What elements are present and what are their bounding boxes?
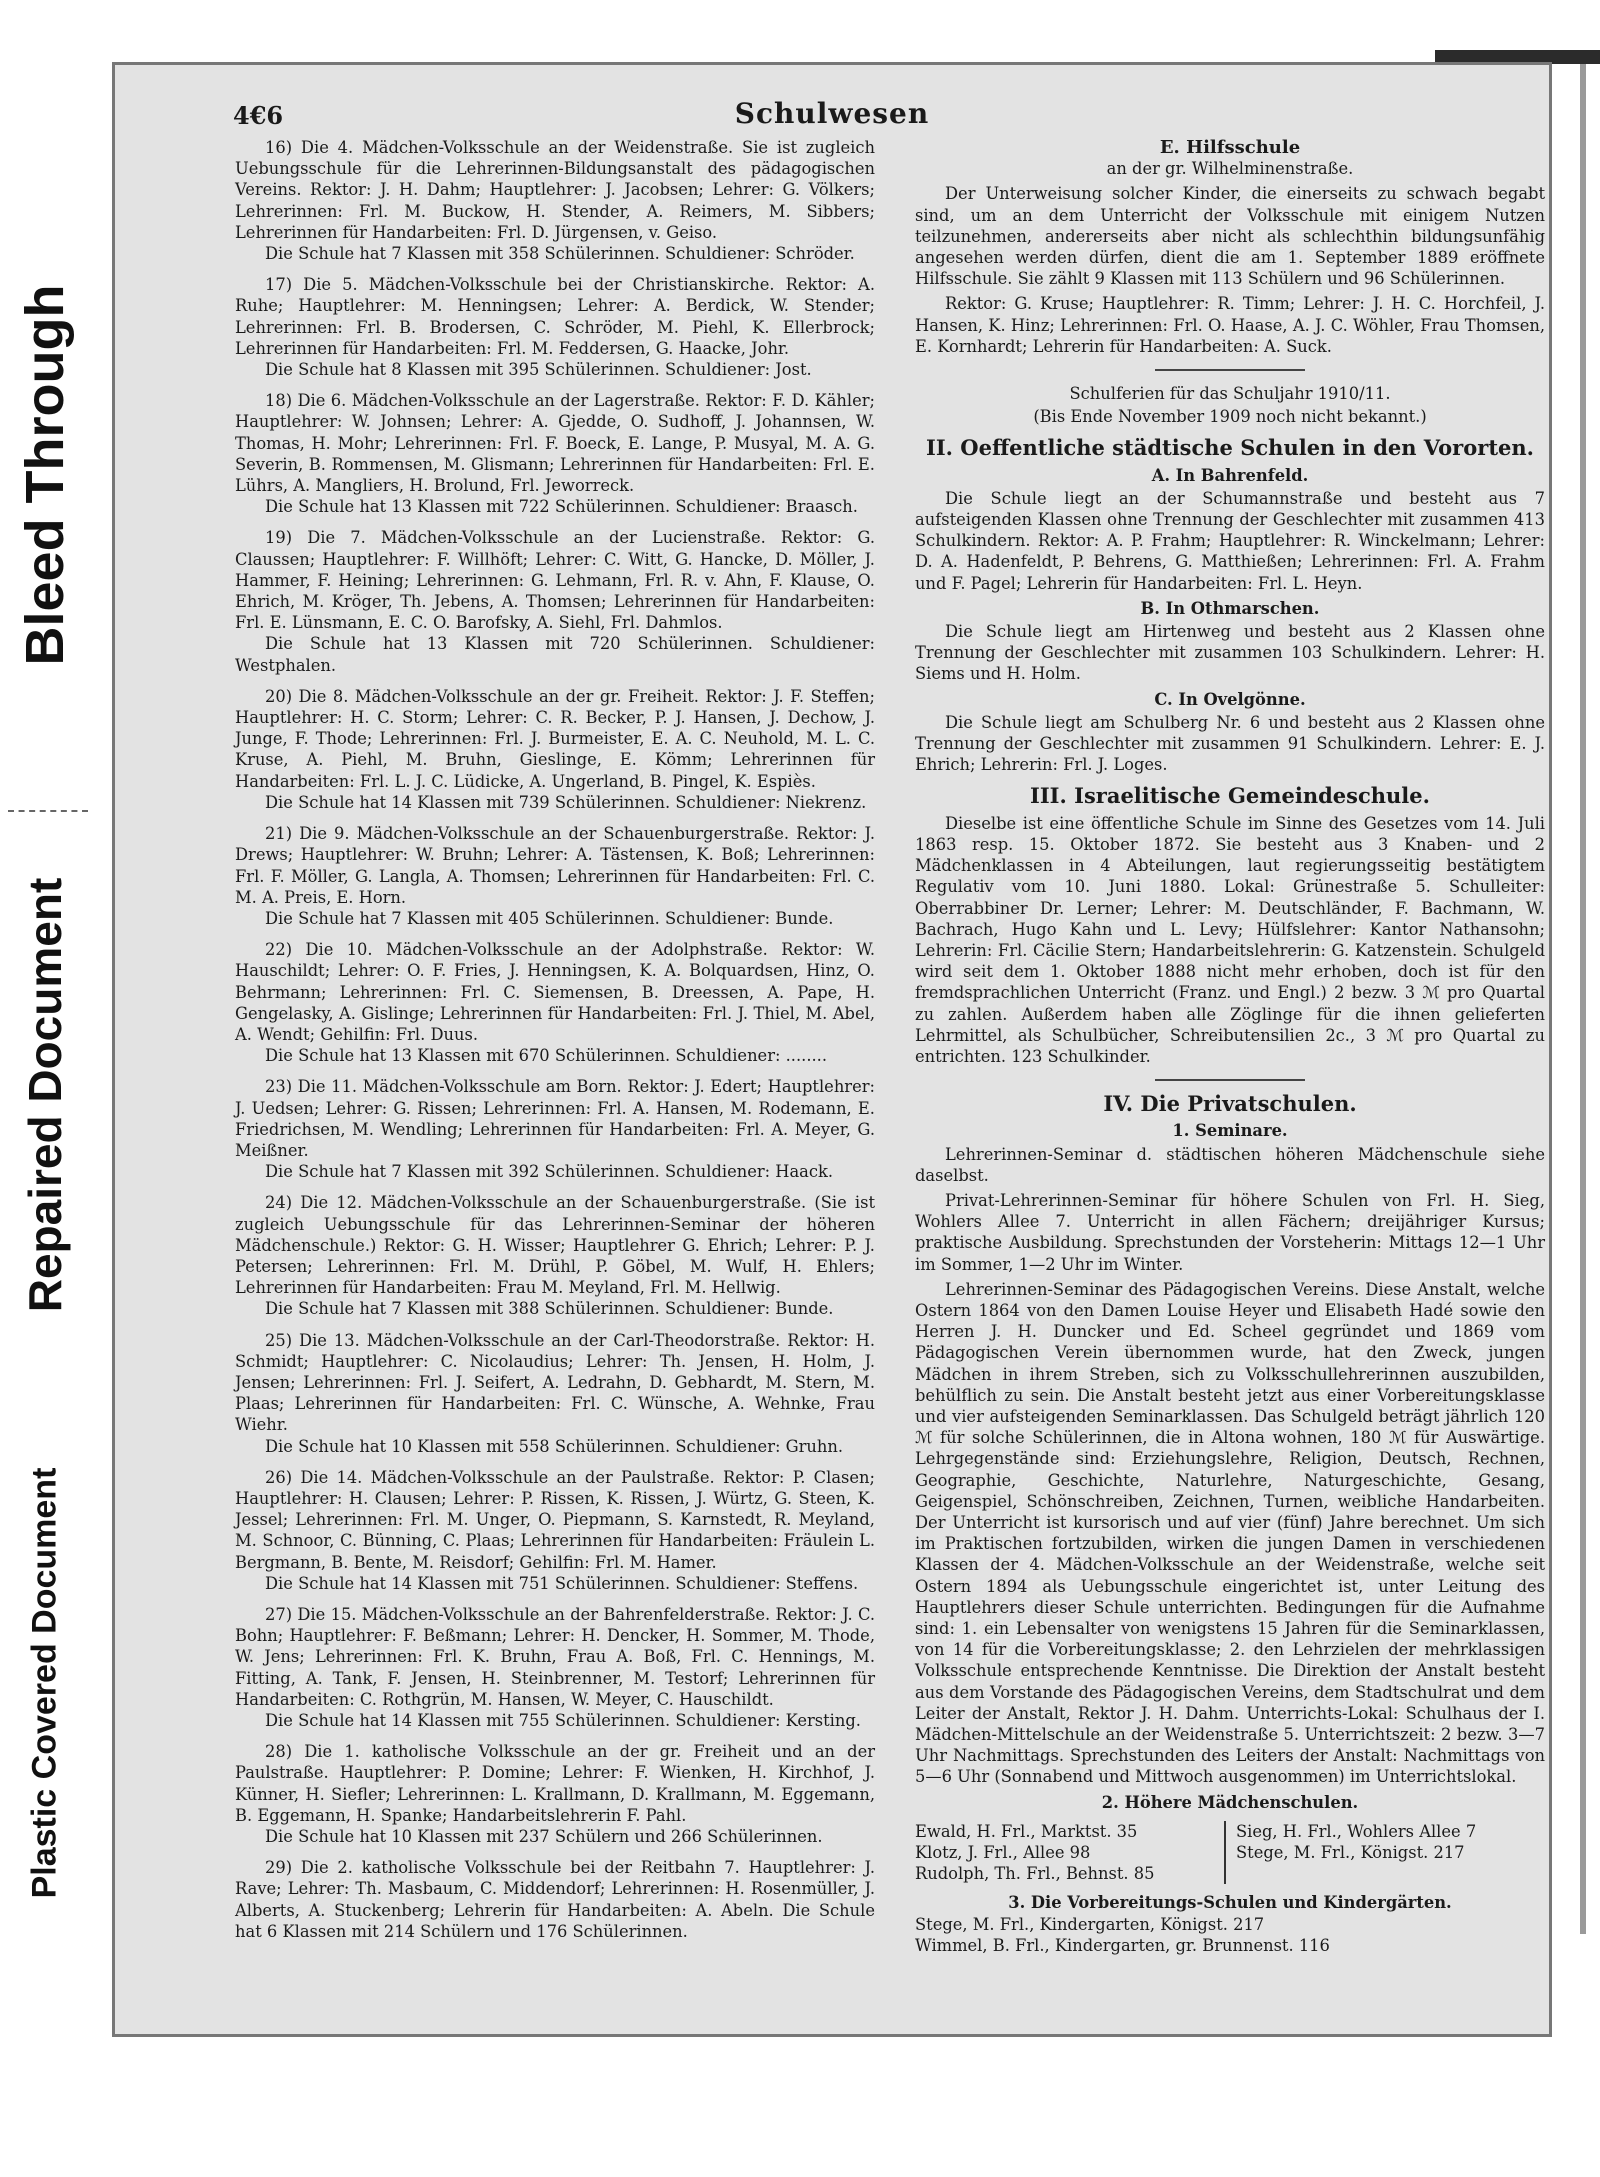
subsection-b-heading: B. In Othmarschen. <box>1140 598 1320 618</box>
section-e-text: Der Unterweisung solcher Kinder, die einerseits zu schwach begabt sind, um an dem Unterricht der Volksschule mit einigem Nutzen teilzunehmen, andererseits aber nicht als schlechthin bildungsunfähig angesehen werden dürfen, dient die am 1. September 1889 eröffnete Hilfsschule. Sie zählt 9 Klassen mit 113 Schülern und 96 Schülerinnen. <box>915 184 1545 289</box>
entry-stats: Die Schule hat 10 Klassen mit 237 Schülern und 266 Schülerinnen. <box>265 1827 823 1847</box>
school-entry <box>235 1604 875 1731</box>
entry-text: 18) Die 6. Mädchen-Volksschule an der Lagerstraße. Rektor: F. D. Kähler; Hauptlehrer: W. Johnsen; Lehrer: A. Gjedde, O. Sudhoff, J. Johannsen, W. Thomas, H. Mohr; Lehrerinnen: Frl. F. Boeck, E. Lange, P. Musyal, M. A. G. Severin, B. Rommensen, M. Glismann; Lehrerinnen für Handarbeiten: Frl. E. Lührs, A. Mangliers, H. Brolund, Frl. Jeworreck. <box>235 391 875 496</box>
section-4-heading: IV. Die Privatschulen. <box>1103 1091 1357 1117</box>
school-entry <box>235 823 875 929</box>
right-column <box>915 137 1545 1956</box>
entry-text: 21) Die 9. Mädchen-Volksschule an der Schauenburgerstraße. Rektor: J. Drews; Hauptlehrer: W. Bruhn; Lehrer: A. Tästensen, K. Boß; Lehrerinnen: Frl. F. Möller, G. Langla, A. Thomsen; Lehrerinnen für Handarbeiten: Frl. C. M. A. Preis, E. Horn. <box>235 824 875 907</box>
entry-text: 25) Die 13. Mädchen-Volksschule an der Carl-Theodorstraße. Rektor: H. Schmidt; Hauptlehrer: C. Nicolaudius; Lehrer: Th. Jensen, H. Holm, J. Jensen; Lehrerinnen: Frl. J. Seifert, A. Ledrahn, D. Gebhardt, M. Stern, M. Plaas; Lehrerinnen für Handarbeiten: Frl. C. Wünsche, A. Wehnke, Frau Wiehr. <box>235 1330 875 1435</box>
plastic-covered-label: Plastic Covered Document <box>25 1467 64 1899</box>
document-page <box>112 62 1552 2037</box>
entry-text: 22) Die 10. Mädchen-Volksschule an der Adolphstraße. Rektor: W. Hauschildt; Lehrer: O. F. Fries, J. Henningsen, K. A. Bolquardsen, Hinz, O. Behrmann; Lehrerinnen: Frl. C. Siemensen, B. Dreessen, A. Pape, H. Gengelasky, A. Gislinge; Lehrerinnen für Handarbeiten: Frl. J. Thiel, M. Abel, A. Wendt; Gehilfin: Frl. Duus. <box>235 940 875 1044</box>
entry-stats: Die Schule hat 10 Klassen mit 558 Schülerinnen. Schuldiener: Gruhn. <box>265 1436 844 1456</box>
repaired-document-label: Repaired Document <box>19 877 71 1313</box>
entry-stats: Die Schule hat 7 Klassen mit 388 Schülerinnen. Schuldiener: Bunde. <box>265 1299 834 1319</box>
entry-stats: Die Schule hat 14 Klassen mit 751 Schülerinnen. Schuldiener: Steffens. <box>265 1573 859 1593</box>
school-entry <box>235 1467 875 1594</box>
school-entry <box>235 939 875 1066</box>
seminar-entry: Lehrerinnen-Seminar des Pädagogischen Vereins. Diese Anstalt, welche Ostern 1864 von den Damen Louise Heyer und Elisabeth Hadé sowie den Herren J. H. Duncker und Ed. Scheel gegründet und 1869 vom Pädagogischen Verein übernommen wurde, hat den Zweck, jungen Mädchen in ihrem Streben, sich zu Volksschullehrerinnen auszubilden, behülflich zu sein. Die Anstalt besteht jetzt aus einer Vorbereitungsklasse und vier aufsteigenden Seminarklassen. Das Schulgeld beträgt jährlich 120 ℳ für solche Schülerinnen, die in Altona wohnen, 180 ℳ für Auswärtige. Lehrgegenstände sind: Erziehungslehre, Religion, Deutsch, Rechnen, Geographie, Geschichte, Naturlehre, Naturgeschichte, Gesang, Geigenspiel, Schönschreiben, Zeichnen, Turnen, weibliche Handarbeiten. Der Unterricht ist kursorisch und auf vier (fünf) Jahre berechnet. Um sich im Praktischen fortzubilden, wirken die jungen Damen in verschiedenen Klassen der 4. Mädchen-Volksschule an der Weidenstraße, welche seit Ostern 1894 als Uebungsschule eingerichtet ist, unter Leitung des Hauptlehrers dieser Schule unterrichten. Bedingungen für die Aufnahme sind: 1. ein Lebensalter von wenigstens 15 Jahren für die Seminarklassen, von 14 für die Vorbereitungsklasse; 2. den Lehrzielen der mehrklassigen Volksschule entsprechende Kenntnisse. Die Direktion der Anstalt besteht aus dem Vorstande des Pädagogischen Vereins, dem Stadtschulrat und dem Leiter der Anstalt, Rektor J. H. Dahm. Unterrichts-Lokal: Schulhaus der I. Mädchen-Mittelschule an der Weidenstraße 5. Unterrichtszeit: 2 bezw. 3—7 Uhr Nachmittags. Sprechstunden des Leiters der Anstalt: Nachmittags von 5—6 Uhr (Sonnabend und Mittwoch ausgenommen) im Unterrichtslokal. <box>915 1279 1545 1787</box>
school-entry <box>235 274 875 380</box>
subsection-b-text: Die Schule liegt am Hirtenweg und besteht aus 2 Klassen ohne Trennung der Geschlechter mit zusammen 103 Schulkindern. Lehrer: H. Siems und H. Holm. <box>915 622 1545 684</box>
entry-stats: Die Schule hat 13 Klassen mit 720 Schülerinnen. Schuldiener: Westphalen. <box>235 634 875 675</box>
entry-stats: Die Schule hat 13 Klassen mit 670 Schülerinnen. Schuldiener: ........ <box>265 1046 828 1066</box>
entry-text: 26) Die 14. Mädchen-Volksschule an der Paulstraße. Rektor: P. Clasen; Hauptlehrer: H. Clausen; Lehrer: P. Rissen, K. Rissen, J. Würtz, G. Steen, K. Jessel; Lehrerinnen: Frl. M. Unger, O. Piepmann, S. Karnstedt, R. Meyland, M. Schnoor, C. Bünning, C. Plaas; Lehrerinnen für Handarbeiten: Fräulein L. Bergmann, B. Bente, M. Reisdorf; Gehilfin: Frl. M. Hamer. <box>235 1467 875 1572</box>
school-entry <box>235 1192 875 1319</box>
list-item: Ewald, H. Frl., Marktst. 35 <box>915 1821 1138 1841</box>
subsection-c-heading: C. In Ovelgönne. <box>1154 689 1306 709</box>
entry-text: 16) Die 4. Mädchen-Volksschule an der Weidenstraße. Sie ist zugleich Uebungsschule für die Lehrerinnen-Bildungsanstalt des pädagogischen Vereins. Rektor: J. H. Dahm; Hauptlehrer: J. Jacobsen; Lehrer: G. Völkers; Lehrerinnen: Frl. M. Buckow, H. Stender, A. Reimers, M. Sibbers; Lehrerinnen für Handarbeiten: Frl. D. Jürgensen, v. Geiso. <box>235 138 875 242</box>
subsection-c-text: Die Schule liegt am Schulberg Nr. 6 und besteht aus 2 Klassen ohne Trennung der Geschlechter mit zusammen 91 Schulkindern. Lehrer: E. J. Ehrich; Lehrerin: Frl. J. Loges. <box>915 712 1545 775</box>
entry-text: 27) Die 15. Mädchen-Volksschule an der Bahrenfelderstraße. Rektor: J. C. Bohn; Hauptlehrer: F. Beßmann; Lehrer: H. Dencker, H. Sommer, M. Thode, W. Jens; Lehrerinnen: Frl. K. Bruhn, Frau A. Boß, Frl. C. Hennings, M. Fitting, A. Tank, F. Jensen, H. Steinbrenner, M. Testorf; Lehrerinnen für Handarbeiten: C. Rothgrün, M. Hansen, W. Meyer, C. Hauschildt. <box>235 1605 875 1709</box>
entry-text: 20) Die 8. Mädchen-Volksschule an der gr. Freiheit. Rektor: J. F. Steffen; Hauptlehrer: H. C. Storm; Lehrer: C. R. Becker, P. J. Hansen, J. Dechow, J. Junge, F. Thode; Lehrerinnen: Frl. J. Burmeister, E. A. C. Neuhold, M. L. C. Kruse, A. Piehl, M. Bruhn, Gieslinge, E. Kömm; Lehrerinnen für Handarbeiten: Frl. L. J. C. Lüdicke, A. Ungerland, B. Pingel, K. Espiès. <box>235 686 875 791</box>
entry-stats: Die Schule hat 7 Klassen mit 392 Schülerinnen. Schuldiener: Haack. <box>265 1162 834 1182</box>
entry-text: 23) Die 11. Mädchen-Volksschule am Born. Rektor: J. Edert; Hauptlehrer: J. Uedsen; Lehrer: G. Rissen; Lehrerinnen: Frl. A. Hansen, M. Rodemann, E. Friedrichsen, M. Wendling; Lehrerinnen für Handarbeiten: Frl. A. Meyer, G. Meißner. <box>235 1077 875 1160</box>
section-3-text: Dieselbe ist eine öffentliche Schule im Sinne des Gesetzes vom 14. Juli 1863 resp. 15. Oktober 1872. Sie besteht aus 3 Knaben- und 2 Mädchenklassen in 4 Abteilungen, laut regierungsseitig bestätigtem Regulativ vom 10. Juni 1880. Lokal: Grünestraße 5. Schulleiter: Oberrabbiner Dr. Lerner; Lehrer: M. Deutschländer, F. Bachmann, W. Bachrach, Hugo Kahn und L. Levy; Hülfslehrer: Kantor Nathansohn; Lehrerin: Frl. Cäcilie Stern; Handarbeitslehrerin: G. Katzenstein. Schulgeld wird seit dem 1. Oktober 1888 nicht mehr erhoben, doch ist für den fremdsprachlichen Unterricht (Franz. und Engl.) 2 bezw. 3 ℳ pro Quartal zu zahlen. Außerdem haben alle Zöglinge für die ihnen gelieferten Lehrmittel, als Schulbücher, Schreibutensilien 2c., 3 ℳ pro Quartal zu entrichten. 123 Schulkinder. <box>915 813 1545 1066</box>
list-item: Klotz, J. Frl., Allee 98 <box>915 1843 1091 1863</box>
entry-text: 28) Die 1. katholische Volksschule an der gr. Freiheit und an der Paulstraße. Hauptlehrer: P. Domine; Lehrer: F. Wienken, H. Kirchhof, J. Künner, H. Siefler; Lehrerinnen: L. Krallmann, D. Krallmann, M. Eggemann, B. Eggemann, H. Spanke; Handarbeitslehrerin F. Pahl. <box>235 1742 875 1825</box>
entry-stats: Die Schule hat 14 Klassen mit 739 Schülerinnen. Schuldiener: Niekrenz. <box>265 792 867 812</box>
kindergarten-heading: 3. Die Vorbereitungs-Schulen und Kindergärten. <box>1008 1893 1452 1913</box>
girls-schools-list <box>915 1821 1545 1885</box>
annotation-sidebar <box>0 0 90 2177</box>
list-item: Sieg, H. Frl., Wohlers Allee 7 <box>1236 1821 1477 1841</box>
divider <box>1155 1079 1305 1081</box>
scan-edge-right <box>1580 64 1586 1934</box>
list-item: Rudolph, Th. Frl., Behnst. 85 <box>915 1864 1155 1884</box>
entry-stats: Die Schule hat 14 Klassen mit 755 Schülerinnen. Schuldiener: Kersting. <box>265 1711 861 1731</box>
entry-stats: Die Schule hat 7 Klassen mit 405 Schülerinnen. Schuldiener: Bunde. <box>265 908 834 928</box>
holidays-note: (Bis Ende November 1909 noch nicht bekannt.) <box>1033 407 1427 427</box>
list-item: Stege, M. Frl., Kindergarten, Königst. 217 <box>915 1914 1265 1934</box>
entry-text: 19) Die 7. Mädchen-Volksschule an der Lucienstraße. Rektor: G. Claussen; Hauptlehrer: F. Willhöft; Lehrer: C. Witt, G. Hancke, D. Möller, J. Hammer, F. Heining; Lehrerinnen: G. Lehmann, Frl. R. v. Ahn, F. Klause, O. Ehrich, M. Kröger, Th. Jebens, A. Thomsen; Lehrerinnen für Handarbeiten: Frl. E. Lünsmann, E. C. O. Barofsky, A. Siehl, Frl. Dahmlos. <box>235 528 875 633</box>
subsection-a-text: Die Schule liegt an der Schumannstraße und besteht aus 7 aufsteigenden Klassen ohne Trennung der Geschlechter mit zusammen 413 Schulkindern. Rektor: A. P. Frahm; Hauptlehrer: R. Winckelmann; Lehrer: D. A. Hadenfeldt, P. Behrens, G. Matthießen; Lehrerinnen: Frl. A. Frahm und F. Pagel; Lehrerin für Handarbeiten: Frl. L. Heyn. <box>915 488 1545 593</box>
page-title: Schulwesen <box>734 97 930 130</box>
entry-stats: Die Schule hat 13 Klassen mit 722 Schülerinnen. Schuldiener: Braasch. <box>265 497 858 517</box>
school-entry <box>235 1330 875 1457</box>
list-item: Wimmel, B. Frl., Kindergarten, gr. Brunnenst. 116 <box>915 1935 1330 1955</box>
school-entry <box>235 1076 875 1182</box>
divider-dashed <box>8 810 88 812</box>
school-entry <box>235 686 875 813</box>
entry-stats: Die Schule hat 7 Klassen mit 358 Schülerinnen. Schuldiener: Schröder. <box>265 244 855 264</box>
entry-stats: Die Schule hat 8 Klassen mit 395 Schülerinnen. Schuldiener: Jost. <box>265 360 812 380</box>
seminar-entry: Lehrerinnen-Seminar d. städtischen höheren Mädchenschule siehe daselbst. <box>915 1144 1545 1185</box>
list-item: Stege, M. Frl., Königst. 217 <box>1236 1843 1465 1863</box>
entry-text: 17) Die 5. Mädchen-Volksschule bei der Christianskirche. Rektor: A. Ruhe; Hauptlehrer: M. Henningsen; Lehrer: A. Berdick, W. Stender; Lehrerinnen: Frl. B. Brodersen, C. Schröder, M. Piehl, K. Ellerbrock; Lehrerinnen für Handarbeiten: Frl. M. Feddersen, G. Haacke, Johr. <box>235 275 875 358</box>
entry-text: 29) Die 2. katholische Volksschule bei der Reitbahn 7. Hauptlehrer: J. Rave; Lehrer: Th. Masbaum, C. Middendorf; Lehrerinnen: H. Rosenmüller, J. Alberts, A. Stuckenberg; Lehrerin für Handarbeiten: A. Abeln. Die Schule hat 6 Klassen mit 214 Schülern und 176 Schülerinnen. <box>235 1858 875 1941</box>
subsection-a-heading: A. In Bahrenfeld. <box>1151 465 1309 485</box>
school-entry <box>235 137 875 264</box>
school-entry <box>235 390 875 517</box>
girls-schools-right <box>1224 1821 1545 1885</box>
girls-schools-heading: 2. Höhere Mädchenschulen. <box>1101 1792 1359 1812</box>
girls-schools-left <box>915 1821 1224 1885</box>
section-e-staff: Rektor: G. Kruse; Hauptlehrer: R. Timm; Lehrer: J. H. C. Horchfeil, J. Hansen, K. Hinz; Lehrerinnen: Frl. O. Haase, A. J. C. Wöhler, Frau Thomsen, E. Kornhardt; Lehrerin für Handarbeiten: A. Suck. <box>915 294 1545 356</box>
holidays-title: Schulferien für das Schuljahr 1910/11. <box>1069 384 1391 404</box>
school-entry <box>235 1741 875 1847</box>
section-e-heading: E. Hilfsschule <box>1159 137 1301 158</box>
section-2-heading: II. Oeffentliche städtische Schulen in den Vororten. <box>926 435 1534 461</box>
seminar-entry: Privat-Lehrerinnen-Seminar für höhere Schulen von Frl. H. Sieg, Wohlers Allee 7. Unterricht in allen Fächern; dreijähriger Kursus; praktische Ausbildung. Sprechstunden der Vorsteherin: Mittags 12—1 Uhr im Sommer, 1—2 Uhr im Winter. <box>915 1190 1545 1274</box>
section-3-heading: III. Israelitische Gemeindeschule. <box>1030 783 1430 809</box>
divider <box>1155 369 1305 371</box>
section-e-location: an der gr. Wilhelminenstraße. <box>1106 159 1354 179</box>
seminare-heading: 1. Seminare. <box>1172 1121 1288 1141</box>
school-entry <box>235 527 875 675</box>
page-header <box>115 95 1549 135</box>
bleed-through-label: Bleed Through <box>15 284 75 666</box>
page-number: 4€6 <box>233 101 284 130</box>
school-entry <box>235 1857 875 1942</box>
left-column <box>235 137 875 1952</box>
entry-text: 24) Die 12. Mädchen-Volksschule an der Schauenburgerstraße. (Sie ist zugleich Uebungsschule für das Lehrerinnen-Seminar der höheren Mädchenschule.) Rektor: G. H. Wisser; Hauptlehrer G. Ehrich; Lehrer: P. J. Petersen; Lehrerinnen: Frl. M. Drühl, P. Göbel, M. Wulf, H. Ehlers; Lehrerinnen für Handarbeiten: Frau M. Meyland, Frl. M. Hellwig. <box>235 1193 875 1298</box>
